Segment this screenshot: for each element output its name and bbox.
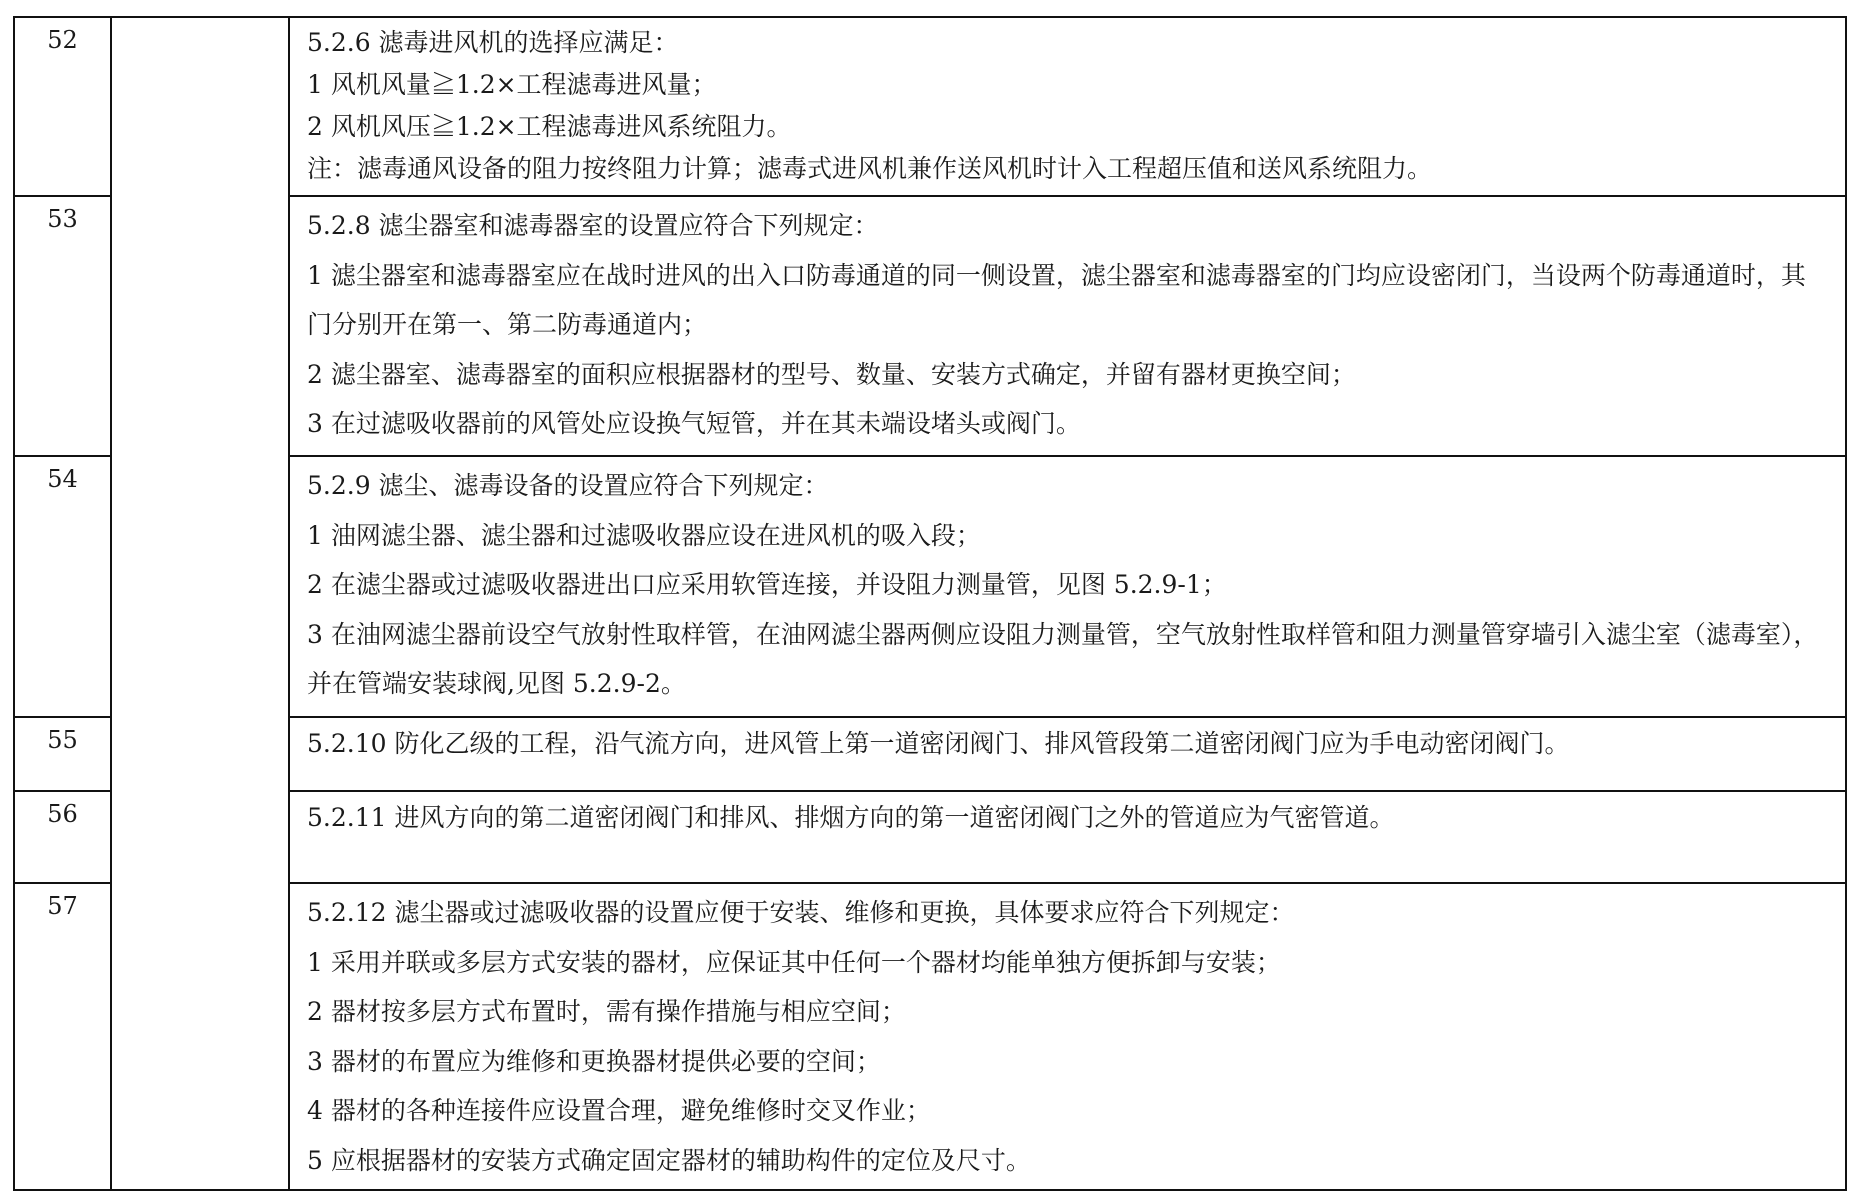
clause-note: 注：滤毒通风设备的阻力按终阻力计算；滤毒式进风机兼作送风机时计入工程超压值和送风系统阻力。 [307,154,1433,183]
table-row [14,17,1846,196]
table-row [14,717,1846,791]
clause-item: 1 风机风量≧1.2×工程滤毒进风量； [307,70,717,99]
clause-item: 5 应根据器材的安装方式确定固定器材的辅助构件的定位及尺寸。 [307,1145,1031,1175]
clause-heading: 5.2.9 滤尘、滤毒设备的设置应符合下列规定： [307,471,829,500]
clause-cell [289,456,1846,717]
clause-heading: 5.2.6 滤毒进风机的选择应满足： [307,28,679,57]
clause-item: 1 油网滤尘器、滤尘器和过滤吸收器应设在进风机的吸入段； [307,520,981,550]
clause-item: 1 滤尘器室和滤毒器室应在战时进风的出入口防毒通道的同一侧设置，滤尘器室和滤毒器室的门均应设密闭门，当设两个防毒通道时，其门分别开在第一、第二防毒通道内； [307,260,1806,339]
clause-cell [289,17,1846,196]
document-page [13,16,1847,1191]
clause-item: 3 在油网滤尘器前设空气放射性取样管，在油网滤尘器两侧应设阻力测量管，空气放射性取样管和阻力测量管穿墙引入滤尘室（滤毒室），并在管端安装球阀,见图 5.2.9-2。 [307,619,1819,698]
clause-item: 2 器材按多层方式布置时，需有操作措施与相应空间； [307,997,906,1026]
clause-item: 3 器材的布置应为维修和更换器材提供必要的空间； [307,1046,881,1076]
row-number: 57 [14,883,111,1190]
specification-table [13,16,1847,1191]
clause-heading: 5.2.12 滤尘器或过滤吸收器的设置应便于安装、维修和更换，具体要求应符合下列规定： [307,898,1295,927]
table-row [14,456,1846,717]
table-row [14,791,1846,883]
row-number: 55 [14,717,111,791]
clause-item: 1 采用并联或多层方式安装的器材，应保证其中任何一个器材均能单独方便拆卸与安装； [307,947,1281,977]
clause-cell [289,791,1846,883]
clause-cell [289,717,1846,791]
clause-item: 4 器材的各种连接件应设置合理，避免维修时交叉作业； [307,1096,931,1125]
row-number: 53 [14,196,111,456]
clause-item: 2 滤尘器室、滤毒器室的面积应根据器材的型号、数量、安装方式确定，并留有器材更换空间； [307,359,1356,389]
clause-item: 2 在滤尘器或过滤吸收器进出口应采用软管连接，并设阻力测量管，见图 5.2.9-1； [307,570,1227,599]
clause-item: 2 风机风压≧1.2×工程滤毒进风系统阻力。 [307,112,792,141]
row-number: 54 [14,456,111,717]
clause-item: 3 在过滤吸收器前的风管处应设换气短管，并在其未端设堵头或阀门。 [307,409,1081,438]
clause-heading: 5.2.11 进风方向的第二道密闭阀门和排风、排烟方向的第一道密闭阀门之外的管道应为气密管道。 [307,803,1395,832]
clause-cell [289,196,1846,456]
clause-heading: 5.2.8 滤尘器室和滤毒器室的设置应符合下列规定： [307,211,879,240]
row-number: 52 [14,17,111,196]
category-cell [111,17,289,1190]
table-row [14,196,1846,456]
table-row [14,883,1846,1190]
clause-heading: 5.2.10 防化乙级的工程，沿气流方向，进风管上第一道密闭阀门、排风管段第二道密闭阀门应为手电动密闭阀门。 [307,729,1570,758]
clause-cell [289,883,1846,1190]
row-number: 56 [14,791,111,883]
